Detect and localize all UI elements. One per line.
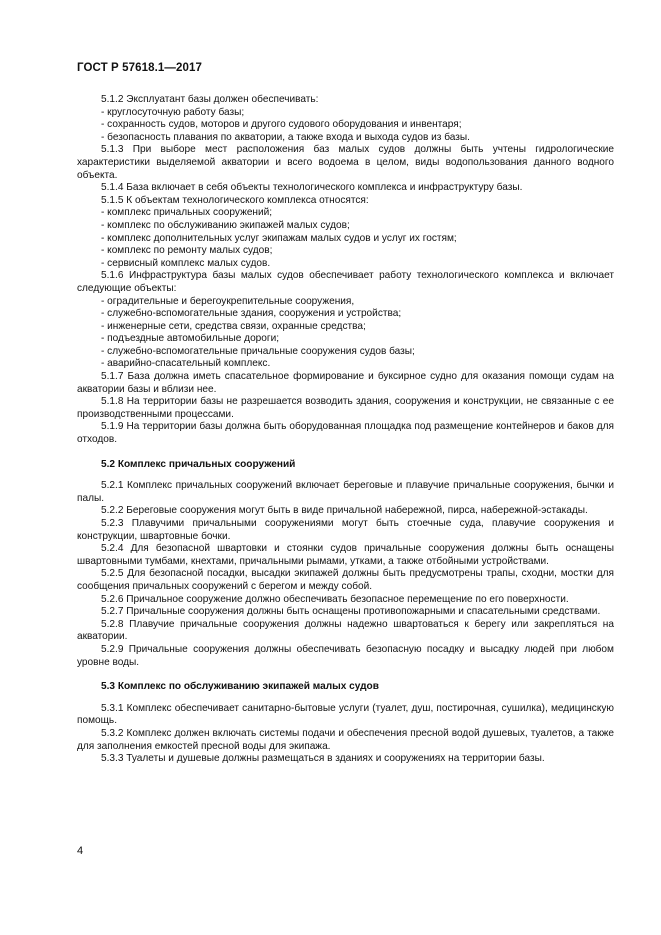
page-number: 4 xyxy=(77,845,84,857)
paragraph: 5.1.5 К объектам технологического комплекса относятся: xyxy=(101,194,369,206)
paragraph: 5.1.9 На территории базы должна быть оборудованная площадка под размещение контейнеров и баков для отходов. xyxy=(77,421,614,446)
paragraph: 5.2.8 Плавучие причальные сооружения должны надежно швартоваться к берегу или закрепляться на акватории. xyxy=(77,618,614,643)
list-item: - служебно-вспомогательные здания, сооружения и устройства; xyxy=(101,308,402,320)
paragraph: 5.3.2 Комплекс должен включать системы подачи и обеспечения пресной водой душевых, туалетов, а также для заполнения емкостей пресной воды для экипажа. xyxy=(77,727,614,752)
paragraph: 5.3.3 Туалеты и душевые должны размещаться в зданиях и сооружениях на территории базы. xyxy=(101,753,545,765)
paragraph: 5.1.8 На территории базы не разрешается возводить здания, сооружения и конструкции, не связанные с ее производственными процессами. xyxy=(77,396,614,420)
list-item: - аварийно-спасательный комплекс. xyxy=(101,358,271,370)
list-item: - комплекс причальных сооружений; xyxy=(101,207,273,219)
paragraph: 5.2.5 Для безопасной посадки, высадки экипажей должны быть предусмотрены трапы, сходни, мостки для сообщения причальных сооружений с берегом и между собой. xyxy=(77,568,614,592)
paragraph: 5.2.1 Комплекс причальных сооружений включает береговые и плавучие причальные сооружения, бычки и палы. xyxy=(77,480,614,504)
paragraph: 5.2.9 Причальные сооружения должны обеспечивать безопасную посадку и высадку людей при любом уровне воды. xyxy=(77,643,614,668)
list-item: - подъездные автомобильные дороги; xyxy=(101,333,280,345)
paragraph: 5.2.2 Береговые сооружения могут быть в виде причальной набережной, пирса, набережной-эстакады. xyxy=(101,505,588,517)
paragraph: 5.1.6 Инфраструктура базы малых судов обеспечивает работу технологического комплекса и включает следующие объекты: xyxy=(77,270,614,294)
page-body xyxy=(77,94,614,766)
paragraph: 5.3.1 Комплекс обеспечивает санитарно-бытовые услуги (туалет, душ, постирочная, сушилка), медицинскую помощь. xyxy=(77,702,614,727)
paragraph: 5.1.7 База должна иметь спасательное формирование и буксирное судно для оказания помощи судам на акватории базы и вблизи нее. xyxy=(77,371,614,395)
document-header: ГОСТ Р 57618.1—2017 xyxy=(77,62,202,74)
paragraph: 5.1.2 Эксплуатант базы должен обеспечивать: xyxy=(101,94,319,105)
list-item: - безопасность плавания по акватории, а также входа и выхода судов из базы. xyxy=(101,131,470,143)
list-item: - комплекс дополнительных услуг экипажам малых судов и услуг их гостям; xyxy=(101,232,457,244)
paragraph: 5.1.3 При выборе мест расположения баз малых судов должны быть учтены гидрологические характеристики выделяемой акватории и всего водоема в целом, виды водопользования данного водного объекта. xyxy=(77,144,614,181)
paragraph: 5.2.6 Причальное сооружение должно обеспечивать безопасное перемещение по его поверхности. xyxy=(101,593,569,605)
list-item: - сервисный комплекс малых судов. xyxy=(101,257,271,269)
list-item: - оградительные и берегоукрепительные сооружения, xyxy=(101,295,355,307)
section-heading: 5.3 Комплекс по обслуживанию экипажей малых судов xyxy=(101,681,379,693)
paragraph: 5.2.7 Причальные сооружения должны быть оснащены противопожарными и спасательными средствами. xyxy=(101,606,601,618)
list-item: - комплекс по ремонту малых судов; xyxy=(101,245,273,257)
list-item: - круглосуточную работу базы; xyxy=(101,106,245,118)
list-item: - инженерные сети, средства связи, охранные средства; xyxy=(101,320,366,332)
paragraph: 5.2.3 Плавучими причальными сооружениями могут быть стоечные суда, плавучие сооружения и конструкции, швартовные бочки. xyxy=(77,518,614,542)
paragraph: 5.2.4 Для безопасной швартовки и стоянки судов причальные сооружения должны быть оснащены швартовными тумбами, кнехтами, причальными рымами, утками, а также отбойными устройствами. xyxy=(77,543,614,567)
list-item: - служебно-вспомогательные причальные сооружения судов базы; xyxy=(101,345,415,357)
section-heading: 5.2 Комплекс причальных сооружений xyxy=(101,458,296,470)
list-item: - комплекс по обслуживанию экипажей малых судов; xyxy=(101,219,350,231)
list-item: - сохранность судов, моторов и другого судового оборудования и инвентаря; xyxy=(101,119,462,131)
paragraph: 5.1.4 База включает в себя объекты технологического комплекса и инфраструктуру базы. xyxy=(101,182,523,194)
